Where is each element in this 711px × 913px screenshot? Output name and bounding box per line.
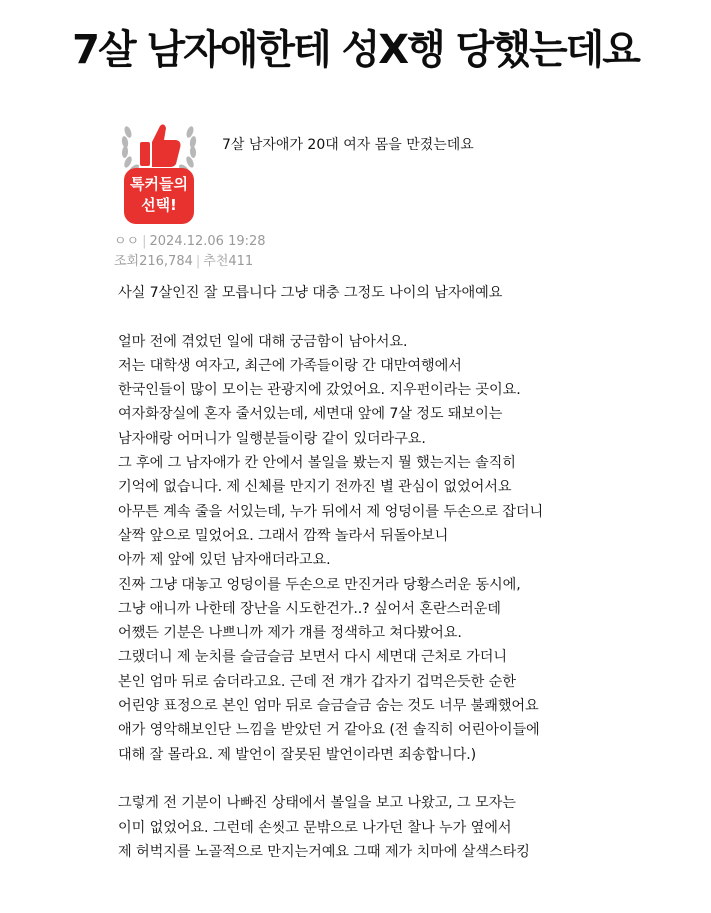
body-line: 얼마 전에 겪었던 일에 대해 궁금함이 남아서요. <box>118 333 408 350</box>
body-line: 남자애랑 어머니가 일행분들이랑 같이 있더라구요. <box>118 430 426 447</box>
body-line: 진짜 그냥 대놓고 엉덩이를 두손으로 만진거라 당황스러운 동시에, <box>118 576 521 593</box>
body-line: 살짝 앞으로 밀었어요. 그래서 깜짝 놀라서 뒤돌아보니 <box>118 527 449 544</box>
badge-line-1: 톡커들의 <box>130 175 188 193</box>
body-line: 애가 영악해보인단 느낌을 받았던 거 같아요 (전 솔직히 어린아이들에 <box>118 722 540 739</box>
bottom-fade <box>0 893 711 913</box>
post-meta-author-date: ㅇㅇ | 2024.12.06 19:28 <box>114 234 266 249</box>
post-title[interactable]: 7살 남자애가 20대 여자 몸을 만졌는데요 <box>222 137 474 153</box>
badge-label <box>124 168 194 224</box>
view-count: 조회216,784 <box>114 254 193 269</box>
body-line: 그냥 애니까 나한테 장난을 시도한건가..? 싶어서 혼란스러운데 <box>118 600 501 617</box>
paragraph-gap <box>118 305 688 329</box>
body-line: 본인 엄마 뒤로 숨더라고요. 근데 전 걔가 갑자기 겁먹은듯한 순한 <box>118 673 516 690</box>
body-line: 여자화장실에 혼자 줄서있는데, 세면대 앞에 7살 정도 돼보이는 <box>118 406 503 423</box>
body-line: 한국인들이 많이 모이는 관광지에 갔었어요. 지우펀이라는 곳이요. <box>118 382 521 399</box>
body-line: 아까 제 앞에 있던 남자애더라고요. <box>118 552 331 569</box>
post-date: 2024.12.06 19:28 <box>149 234 266 249</box>
post-body <box>118 281 688 864</box>
toker-choice-badge <box>116 118 202 226</box>
badge-line-2: 선택! <box>141 196 177 214</box>
body-line: 어린양 표정으로 본인 엄마 뒤로 슬금슬금 숨는 것도 너무 불쾌했어요 <box>118 698 539 715</box>
recommend-count: 추천411 <box>203 254 254 269</box>
post-meta-stats: 조회216,784 | 추천411 <box>114 254 254 269</box>
paragraph-gap <box>118 767 688 791</box>
body-line: 그렇게 전 기분이 나빠진 상태에서 볼일을 보고 나왔고, 그 모자는 <box>118 795 516 812</box>
body-line: 제 허벅지를 노골적으로 만지는거예요 그때 제가 치마에 살색스타킹 <box>118 843 530 860</box>
author-name[interactable]: ㅇㅇ <box>114 234 140 249</box>
body-line: 그 후에 그 남자애가 칸 안에서 볼일을 봤는지 뭘 했는지는 솔직히 <box>118 455 516 472</box>
body-line: 어쨌든 기분은 나쁘니까 제가 걔를 정색하고 쳐다봤어요. <box>118 625 462 642</box>
body-line: 아무튼 계속 줄을 서있는데, 누가 뒤에서 제 엉덩이를 두손으로 잡더니 <box>118 503 544 520</box>
body-line: 사실 7살인진 잘 모릅니다 그냥 대충 그정도 나이의 남자애예요 <box>118 285 503 301</box>
body-line: 그랬더니 제 눈치를 슬금슬금 보면서 다시 세면대 근처로 가더니 <box>118 649 508 666</box>
body-line: 대해 잘 몰라요. 제 발언이 잘못된 발언이라면 죄송합니다.) <box>118 746 477 763</box>
body-line: 기억에 없습니다. 제 신체를 만지기 전까진 별 관심이 없었어서요 <box>118 479 512 496</box>
body-line: 이미 없었어요. 그런데 손씻고 문밖으로 나가던 찰나 누가 옆에서 <box>118 819 512 836</box>
body-line: 저는 대학생 여자고, 최근에 가족들이랑 간 대만여행에서 <box>118 357 462 374</box>
headline: 7살 남자애한테 성X행 당했는데요 <box>72 27 639 73</box>
